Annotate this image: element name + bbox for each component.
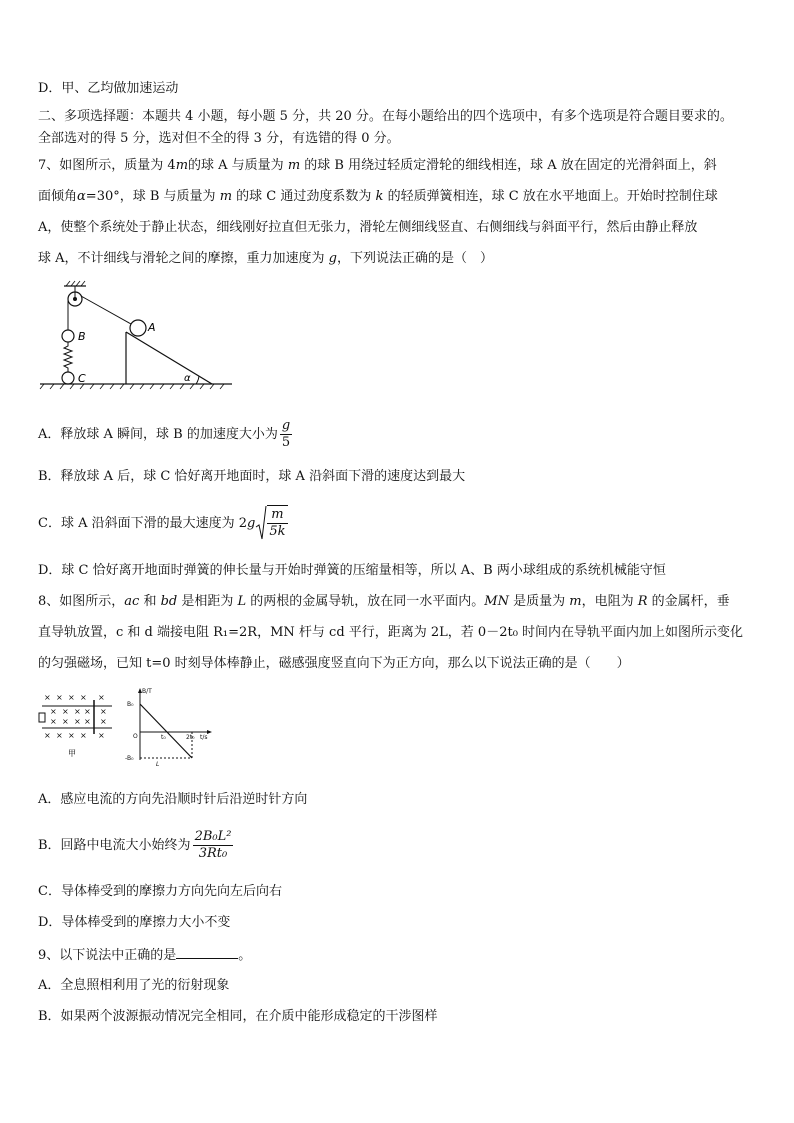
cross-mark: × bbox=[84, 717, 91, 726]
cross-mark: × bbox=[56, 693, 63, 702]
ball-c bbox=[62, 372, 74, 384]
q7-option-b: B．释放球 A 后，球 C 恰好离开地面时，球 A 沿斜面下滑的速度达到最大 bbox=[38, 469, 466, 484]
fig-label-jia: 甲 bbox=[68, 749, 76, 758]
cross-mark: × bbox=[74, 707, 81, 716]
tick-neg-b0: -B₀ bbox=[125, 755, 134, 762]
q7-option-c: C．球 A 沿斜面下滑的最大速度为 2g $\frac{m}{5k}$ bbox=[38, 505, 288, 542]
cross-mark: × bbox=[50, 707, 57, 716]
label-b: B bbox=[78, 330, 86, 343]
tick-t0: t₀ bbox=[161, 734, 166, 741]
cross-mark: × bbox=[100, 707, 107, 716]
cross-mark: × bbox=[56, 731, 63, 740]
cross-mark: × bbox=[100, 717, 107, 726]
cross-mark: × bbox=[62, 717, 69, 726]
origin: O bbox=[133, 733, 138, 740]
q8-stem-line3: 的匀强磁场，已知 t=0 时刻导体棒静止，磁感强度竖直向下为正方向，那么以下说法正确的是（ ） bbox=[38, 656, 630, 671]
cross-mark: × bbox=[98, 731, 105, 740]
q8-option-b: B．回路中电流大小始终为 $\frac{\text{2B₀L²}}{\text{3Rt₀}}$ bbox=[38, 829, 232, 861]
q7-stem-line2: 面倾角α=30°，球 B 与质量为 m 的球 C 通过劲度系数为 k 的轻质弹簧相连，球 C 放在水平地面上。开始时控制住球 bbox=[38, 189, 718, 204]
ball-a bbox=[130, 320, 146, 336]
label-c: C bbox=[78, 372, 86, 385]
q8-figure-graph bbox=[124, 686, 214, 768]
axis-label-bt: B/T bbox=[142, 688, 152, 695]
label-alpha: α bbox=[184, 373, 191, 384]
q7-stem-line4: 球 A，不计细线与滑轮之间的摩擦，重力加速度为 g，下列说法正确的是（ ） bbox=[38, 251, 494, 266]
q8-figure-jia bbox=[36, 690, 116, 760]
q8-stem-line2: 直导轨放置，c 和 d 端接电阻 R₁=2R，MN 杆与 cd 平行，距离为 2L，若 0－2t₀ 时间内在导轨平面内加上如图所示变化 bbox=[38, 625, 744, 640]
bt-line bbox=[140, 704, 192, 758]
ball-b bbox=[62, 330, 74, 342]
q7-stem-line1: 7、如图所示，质量为 4m的球 A 与质量为 m 的球 B 用绕过轻质定滑轮的细线相连，球 A 放在固定的光滑斜面上，斜 bbox=[38, 158, 717, 173]
q7-option-d: D．球 C 恰好离开地面时弹簧的伸长量与开始时弹簧的压缩量相等，所以 A、B 两小球组成的系统机械能守恒 bbox=[38, 563, 666, 578]
label-l: L bbox=[156, 761, 160, 768]
cross-mark: × bbox=[44, 731, 51, 740]
cross-mark: × bbox=[62, 707, 69, 716]
section2-line1: 二、多项选择题：本题共 4 小题，每小题 5 分，共 20 分。在每小题给出的四个选项中，有多个选项是符合题目要求的。 bbox=[38, 109, 733, 124]
q7-stem-line3: A，使整个系统处于静止状态，细线刚好拉直但无张力，滑轮左侧细线竖直、右侧细线与斜面平行，然后由静止释放 bbox=[38, 220, 698, 235]
cross-mark: × bbox=[98, 693, 105, 702]
q8-option-c: C．导体棒受到的摩擦力方向先向左后向右 bbox=[38, 884, 282, 899]
axis-label-t: t/s bbox=[200, 734, 208, 741]
tick-2t0: 2t₀ bbox=[186, 734, 195, 741]
q9-option-b: B．如果两个波源振动情况完全相同，在介质中能形成稳定的干涉图样 bbox=[38, 1009, 438, 1024]
q9-option-a: A．全息照相利用了光的衍射现象 bbox=[38, 978, 230, 993]
cross-mark: × bbox=[80, 693, 87, 702]
spring bbox=[64, 342, 72, 372]
q6-option-d: D．甲、乙均做加速运动 bbox=[38, 81, 179, 96]
cross-mark: × bbox=[84, 707, 91, 716]
cross-mark: × bbox=[68, 731, 75, 740]
answer-blank bbox=[176, 946, 238, 959]
section2-line2: 全部选对的得 5 分，选对但不全的得 3 分，有选错的得 0 分。 bbox=[38, 131, 400, 146]
cross-mark: × bbox=[74, 717, 81, 726]
q8-option-a: A．感应电流的方向先沿顺时针后沿逆时针方向 bbox=[38, 792, 308, 807]
q8-stem-line1: 8、如图所示，ac 和 bd 是相距为 L 的两根的金属导轨，放在同一水平面内。MN 是质量为 m，电阻为 R 的金属杆，垂 bbox=[38, 594, 730, 609]
q9-stem: 9、以下说法中正确的是 。 bbox=[38, 948, 252, 963]
q8-option-d: D．导体棒受到的摩擦力大小不变 bbox=[38, 915, 231, 930]
cross-mark: × bbox=[68, 693, 75, 702]
cross-mark: × bbox=[80, 731, 87, 740]
q7-figure bbox=[36, 280, 236, 395]
tick-b0: B₀ bbox=[127, 701, 134, 708]
label-a: A bbox=[148, 321, 156, 334]
cross-mark: × bbox=[50, 717, 57, 726]
q7-option-a: A．释放球 A 瞬间，球 B 的加速度大小为 $\frac{g}{5}$ bbox=[38, 418, 291, 450]
cross-mark: × bbox=[44, 693, 51, 702]
